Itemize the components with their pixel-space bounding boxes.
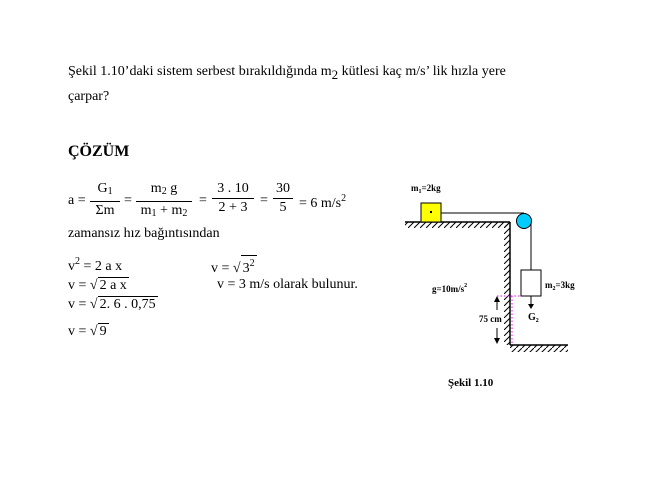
equals-sign-2: = <box>199 193 207 208</box>
fraction-g1-over-sum-m: $G_1$ Σm <box>90 181 120 219</box>
eq-v-squared: $v^2 = 2$ a x <box>68 256 123 274</box>
fraction-3x10-over-2plus3: 3 . 10 2 + 3 <box>212 181 254 216</box>
a-label: a = <box>68 193 86 208</box>
sqrt-symbol: √ 2 a x <box>89 278 127 293</box>
relation-text: zamansız hız bağıntısından <box>68 226 220 241</box>
figure-caption: Şekil 1.10 <box>448 377 494 389</box>
eq-v-sqrt-2ax: v = √ 2 a x <box>68 278 127 293</box>
eq-v-sqrt-9: v = √ 9 <box>68 324 107 339</box>
equation-result: = 6 $m/s^2$ <box>299 193 347 211</box>
fraction-30-over-5: 30 5 <box>273 181 293 216</box>
m1-label: $m_1=2kg$ <box>411 183 441 195</box>
sqrt-symbol: √ 2. 6 . 0,75 <box>89 297 156 312</box>
sqrt-symbol: √ 9 <box>89 324 107 339</box>
distance-arrow-up-head <box>494 296 500 302</box>
eq-v-sqrt-numbers: v = √ 2. 6 . 0,75 <box>68 297 156 312</box>
eq-result-statement: v = 3 m/s olarak bulunur. <box>217 277 358 292</box>
question-line-2: çarpar? <box>68 89 110 104</box>
g-label: $g=10m/s^2$ <box>432 283 468 294</box>
eq-v-sqrt-3-squared: v = √ $3^2$ <box>211 255 257 277</box>
sqrt-symbol: √ $3^2$ <box>233 255 257 277</box>
equals-sign-3: = <box>260 193 268 208</box>
g2-label: $G_2$ <box>528 312 539 324</box>
pulley <box>517 214 532 229</box>
question-line-1: Şekil 1.10’daki sistem serbest bırakıldığında m2 kütlesi kaç m/s’ lik hızla yere <box>68 64 506 82</box>
distance-label: 75 cm <box>479 314 502 324</box>
solution-title: ÇÖZÜM <box>68 143 130 160</box>
distance-arrow-down-head <box>494 338 500 344</box>
m2-label: $m_2=3kg$ <box>545 280 575 292</box>
equals-sign-1: = <box>124 193 132 208</box>
block-m2 <box>521 270 541 296</box>
fraction-m2g-over-m1m2: $m_2$ g $m_1 + m_2$ <box>136 181 192 222</box>
block-m1-dot <box>430 211 432 213</box>
weight-arrow-head <box>528 304 534 309</box>
ground-surface <box>510 345 568 352</box>
